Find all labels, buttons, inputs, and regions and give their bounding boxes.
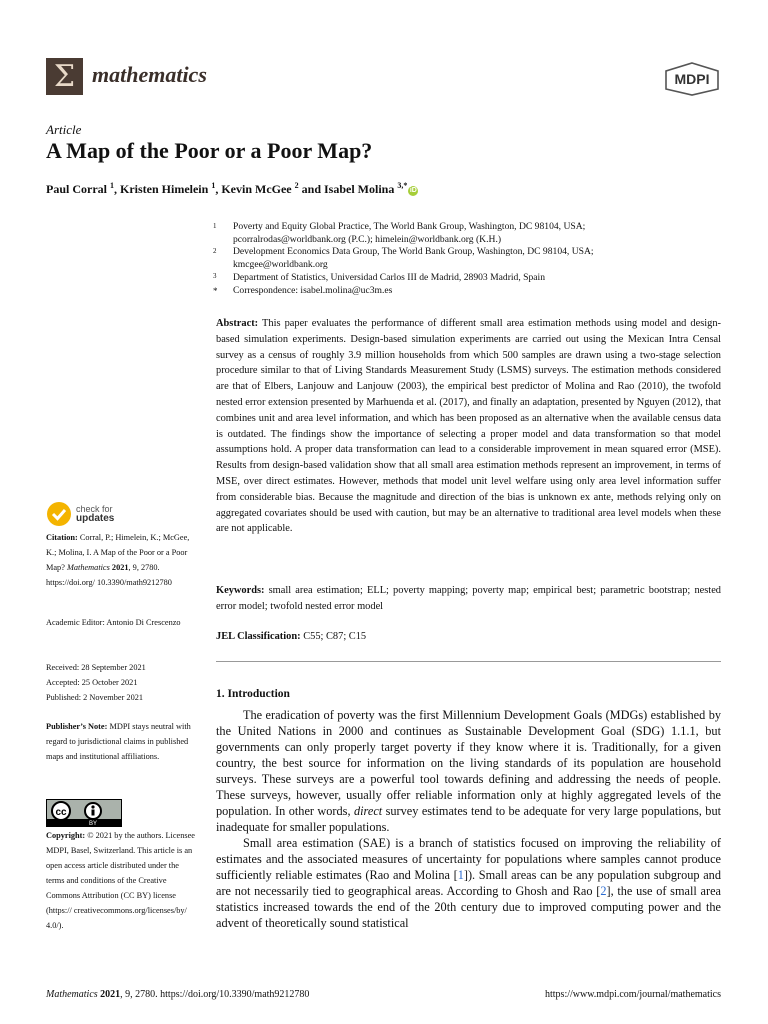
publisher-note-text: MDPI stays neutral with regard to jurisdictional claims in published maps and institutional affiliations. bbox=[46, 722, 191, 761]
journal-name: mathematics bbox=[92, 62, 207, 87]
check-for-text: check for bbox=[76, 504, 113, 514]
reference-link[interactable]: 1 bbox=[457, 868, 464, 882]
emphasis: direct bbox=[353, 804, 383, 818]
author-affiliation-mark: 3,* bbox=[397, 181, 408, 190]
author-affiliation-mark: 1 bbox=[211, 181, 216, 190]
copyright-label: Copyright: bbox=[46, 831, 86, 840]
affiliation-number: 3 bbox=[213, 272, 217, 280]
paragraph-text: ]). Small areas can be any population subgroup and are not necessarily tied to geographical areas. According to Ghosh and Rao [ bbox=[216, 868, 721, 898]
footer-journal: Mathematics bbox=[46, 989, 98, 1000]
citation-year: 2021 bbox=[111, 563, 129, 572]
affiliation-number: 2 bbox=[213, 247, 217, 255]
updates-text: updates bbox=[76, 513, 115, 524]
svg-text:cc: cc bbox=[55, 807, 67, 818]
affiliation bbox=[216, 221, 721, 246]
paragraph-text: ], the use of small area statistics increased towards the end of the 20th century due to improved computing power and the advent of theoretically sound statistical bbox=[216, 884, 721, 930]
abstract bbox=[216, 316, 721, 537]
affiliation-number: 1 bbox=[213, 222, 217, 230]
academic-editor: Academic Editor: Antonio Di Crescenzo bbox=[46, 618, 181, 627]
paragraph-text: Small area estimation (SAE) is a branch of statistics focused on improving the reliability of estimates and the associated measures of uncertainty for populations where samples cannot produce sufficiently reliable estimates (Rao and Molina [ bbox=[216, 836, 721, 882]
paragraph bbox=[216, 707, 721, 835]
article-type: Article bbox=[46, 122, 82, 137]
author-name[interactable]: Paul Corral bbox=[46, 182, 107, 196]
publisher-note bbox=[46, 719, 196, 764]
mdpi-logo-icon[interactable] bbox=[664, 62, 720, 96]
affiliation-number: * bbox=[213, 286, 218, 296]
dates bbox=[46, 660, 196, 705]
page-title: A Map of the Poor or a Poor Map? bbox=[46, 138, 373, 163]
check-updates-icon bbox=[46, 501, 72, 527]
author-affiliation-mark: 1 bbox=[110, 181, 114, 190]
jel-label: JEL Classification: bbox=[216, 631, 301, 642]
section-heading: 1. Introduction bbox=[216, 688, 290, 700]
author-affiliation-mark: 2 bbox=[294, 181, 299, 190]
abstract-text: This paper evaluates the performance of different small area estimation methods using model and design-based simulation experiments. Design-based simulation experiments are carried out using the Mexican Intra Censal survey as a census of roughly 3.9 million households from which 500 samples are drawn using a two-stage selection procedure similar to that of Living Standards Measurement Study (LSMS) surveys. The estimation methods considered are that of Elbers, Lanjouw and Lanjouw (2003), the empirical best predictor of Molina and Rao (2010), the twofold nested error extension presented by Marhuenda et al. (2017), and finally an adaptation, presented by Nguyen (2012), that combines unit and area level information, and which has been proposed as an alternative when the available census data is outdated. The findings show the importance of selecting a proper model and data transformation so that model assumptions hold. A proper data transformation can lead to a considerable improvement in mean squared error (MSE). Results from design-based validation show that all small area estimation methods represent an improvement, in terms of MSE, over direct estimates. However, methods that model unit level welfare using only area level information suffer from considerable bias. Because the magnitude and direction of the bias is unknown ex ante, methods relying only on aggregated covariates should be used with caution, but may be an alternative to traditional area level models when these are not applicable. bbox=[216, 318, 721, 535]
publisher-note-label: Publisher’s Note: bbox=[46, 722, 108, 731]
check-for-updates-badge[interactable] bbox=[46, 501, 114, 527]
abstract-label: Abstract: bbox=[216, 318, 259, 329]
author-name[interactable]: Kevin McGee bbox=[221, 182, 292, 196]
citation-journal: Mathematics bbox=[66, 563, 110, 572]
published-date: Published: 2 November 2021 bbox=[46, 693, 144, 702]
keywords-label: Keywords: bbox=[216, 585, 265, 596]
jel-classification bbox=[216, 629, 721, 645]
affiliation-emails[interactable]: pcorralrodas@worldbank.org (P.C.); himelein@worldbank.org (K.H.) bbox=[233, 233, 502, 245]
copyright bbox=[46, 828, 196, 933]
citation bbox=[46, 530, 196, 590]
citation-label: Citation: bbox=[46, 533, 78, 542]
footer-year: 2021 bbox=[100, 989, 121, 1000]
citation-doi[interactable]: , 9, 2780. https://doi.org/ 10.3390/math9212780 bbox=[46, 563, 172, 587]
affiliation bbox=[216, 272, 721, 285]
svg-text:MDPI: MDPI bbox=[674, 71, 710, 87]
received-date: Received: 28 September 2021 bbox=[46, 663, 146, 672]
author-name[interactable]: Kristen Himelein bbox=[120, 182, 209, 196]
jel-text: C55; C87; C15 bbox=[303, 631, 367, 642]
keywords-text: small area estimation; ELL; poverty mapping; poverty map; empirical best; parametric bootstrap; nested error model; twofold nested error model bbox=[216, 585, 721, 612]
orcid-icon[interactable]: iD bbox=[409, 187, 417, 194]
affiliation-text: Development Economics Data Group, The World Bank Group, Washington, DC 98104, USA; bbox=[233, 246, 594, 257]
introduction-text bbox=[216, 707, 721, 931]
affiliation-emails[interactable]: kmcgee@worldbank.org bbox=[233, 258, 328, 270]
keywords bbox=[216, 583, 721, 615]
copyright-text: © 2021 by the authors. Licensee MDPI, Basel, Switzerland. This article is an open access article distributed under the terms and conditions of the Creative Commons Attribution (CC BY) license (https:// creativecommons.org/licenses/by/ 4.0/). bbox=[46, 831, 195, 930]
author-name[interactable]: Isabel Molina bbox=[324, 182, 395, 196]
footer-doi[interactable]: , 9, 2780. https://doi.org/10.3390/math9212780 bbox=[120, 989, 310, 1000]
paragraph bbox=[216, 835, 721, 931]
paragraph-text: survey estimates tend to be adequate for very large populations, but inadequate for smaller populations. bbox=[216, 804, 722, 834]
svg-text:BY: BY bbox=[88, 821, 98, 826]
journal-logo-icon: Σ bbox=[46, 58, 83, 95]
affiliation-text: Poverty and Equity Global Practice, The World Bank Group, Washington, DC 98104, USA; bbox=[233, 221, 586, 232]
correspondence-text[interactable]: Correspondence: isabel.molina@uc3m.es bbox=[233, 285, 393, 296]
affiliation-text: Department of Statistics, Universidad Carlos III de Madrid, 28903 Madrid, Spain bbox=[233, 272, 546, 283]
footer-citation bbox=[46, 989, 309, 1000]
footer-journal-url[interactable]: https://www.mdpi.com/journal/mathematics bbox=[545, 989, 721, 1000]
paragraph-text: The eradication of poverty was the first Millennium Development Goals (MDGs) established by the United Nations in 2000 and continues as Sustainable Development Goal (SDG) 1.1.1, but governments can only properly target poverty if they know where it is. Traditionally, for a given country, the best source for information on the living standards of its population are household surveys. These surveys are a powerful tool towards defining and addressing the needs of people. These surveys, however, usually offer reliable information only at highly aggregated levels of the population. In other words, bbox=[216, 708, 721, 818]
affiliation bbox=[216, 246, 721, 271]
accepted-date: Accepted: 25 October 2021 bbox=[46, 678, 138, 687]
reference-link[interactable]: 2 bbox=[600, 884, 607, 898]
citation-text: Corral, P.; Himelein, K.; McGee, K.; Molina, I. A Map of the Poor or a Poor Map? bbox=[46, 533, 190, 572]
correspondence bbox=[216, 285, 721, 298]
divider bbox=[216, 661, 721, 662]
cc-by-license-icon[interactable] bbox=[46, 799, 122, 827]
author-list: Paul Corral $^1$, Kristen Himelein $^1$, Kevin McGee $^2$ and Isabel Molina $^{3,*}$iD bbox=[46, 181, 417, 196]
